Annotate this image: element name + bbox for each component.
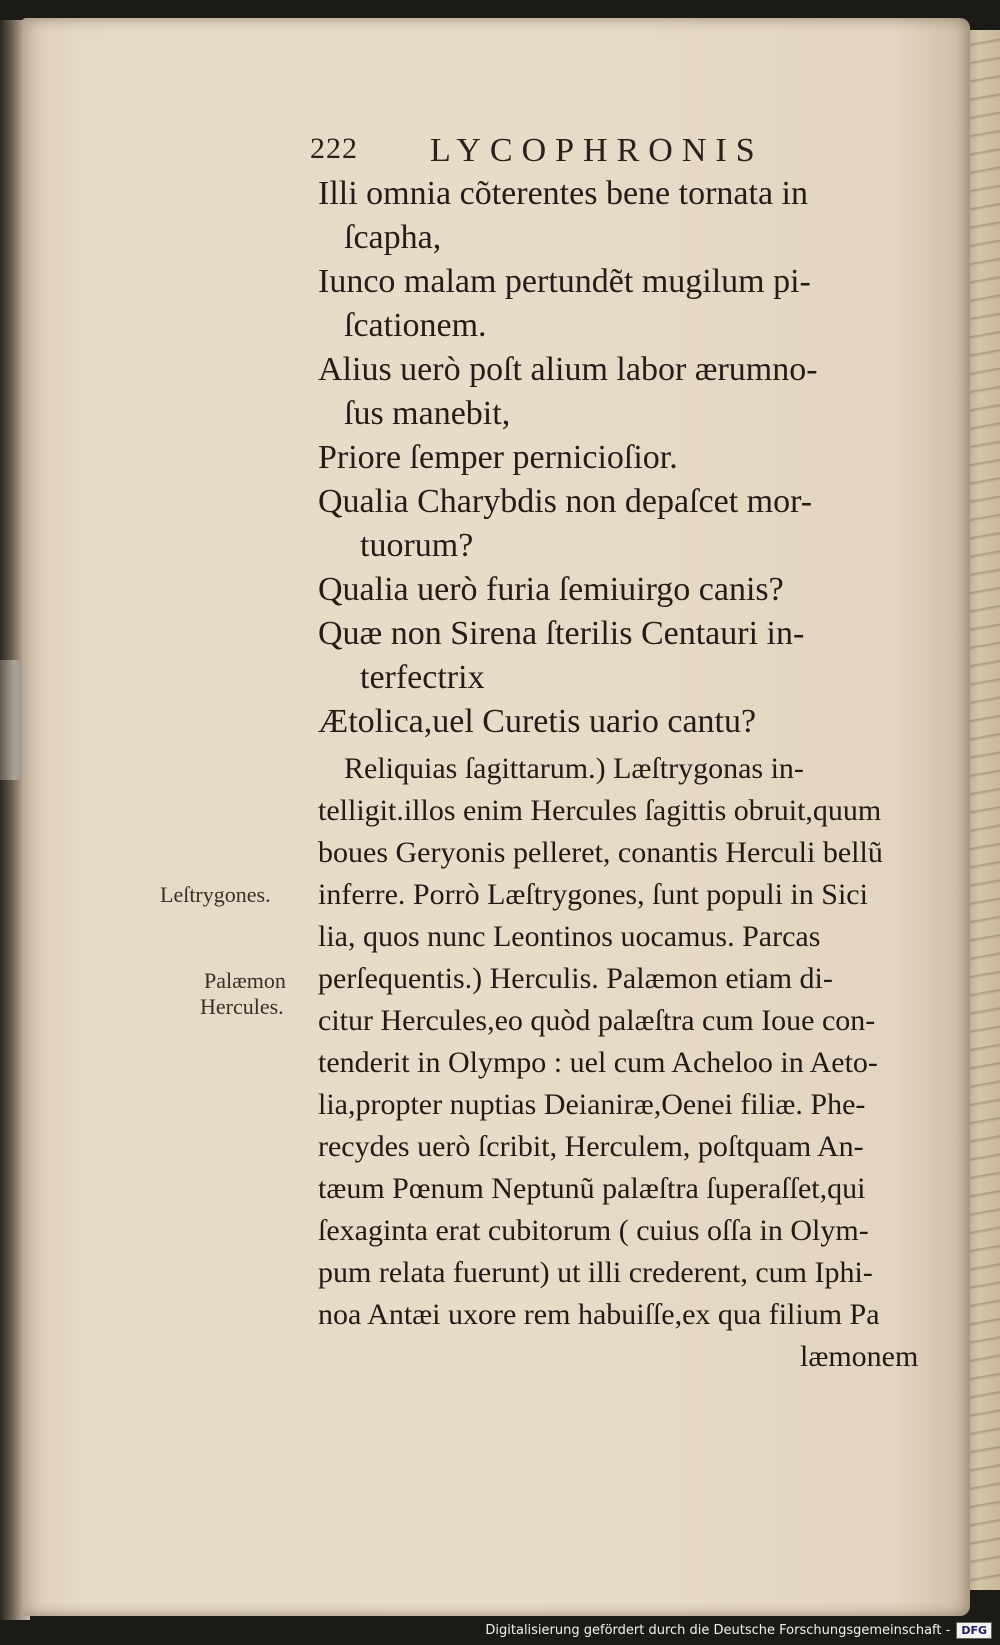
margin-note: Leſtrygones. <box>160 882 271 907</box>
verse-line: Illi omnia cõterentes bene tornata in <box>318 175 808 212</box>
commentary-line: Reliquias ſagittarum.) Læſtrygonas in- <box>344 752 804 785</box>
commentary-line: inferre. Porrò Læſtrygones, ſunt populi in Sici <box>318 878 868 911</box>
running-title: LYCOPHRONIS <box>430 132 764 169</box>
page-header <box>310 132 870 172</box>
margin-note: Palæmon <box>204 968 286 993</box>
commentary-line: perſequentis.) Herculis. Palæmon etiam di- <box>318 962 833 995</box>
digitization-credit <box>485 1619 992 1641</box>
verse-line: Iunco malam pertundẽt mugilum pi- <box>318 263 811 300</box>
credit-text: Digitalisierung gefördert durch die Deutsche Forschungsgemeinschaft - <box>485 1622 951 1638</box>
verse-line: tuorum? <box>360 527 474 564</box>
verse-line: Qualia Charybdis non depaſcet mor- <box>318 483 813 520</box>
facing-page-edge <box>965 30 1000 1590</box>
commentary-line: recydes uerò ſcribit, Herculem, poſtquam An- <box>318 1130 864 1163</box>
commentary-line: ſexaginta erat cubitorum ( cuius oſſa in Olym- <box>318 1214 869 1247</box>
commentary-line: lia, quos nunc Leontinos uocamus. Parcas <box>318 920 821 953</box>
commentary-line: lia,propter nuptias Deianiræ,Oenei filiæ. Phe- <box>318 1088 866 1121</box>
commentary-line: citur Hercules,eo quòd palæſtra cum Ioue con- <box>318 1004 876 1037</box>
commentary-line: noa Antæi uxore rem habuiſſe,ex qua filium Pa <box>318 1298 880 1331</box>
margin-note: Hercules. <box>200 994 284 1019</box>
verse-line: Quæ non Sirena ſterilis Centauri in- <box>318 615 805 652</box>
verse-line: Alius uerò poſt alium labor ærumno- <box>318 351 818 388</box>
verse-line: ſcapha, <box>344 219 442 256</box>
verse-line: ſus manebit, <box>344 395 511 432</box>
folio-number: 222 <box>310 132 358 165</box>
verse-line: ſcationem. <box>344 307 487 344</box>
commentary-line: telligit.illos enim Hercules ſagittis obruit,quum <box>318 794 882 827</box>
commentary-line: boues Geryonis pelleret, conantis Herculi bellũ <box>318 836 883 869</box>
verse-line: terfectrix <box>360 659 485 696</box>
commentary-line: pum relata fuerunt) ut illi crederent, cum Iphi- <box>318 1256 873 1289</box>
verse-line: Ætolica,uel Curetis uario cantu? <box>318 703 757 740</box>
dfg-logo: DFG <box>956 1622 992 1639</box>
verse-line: Qualia uerò furia ſemiuirgo canis? <box>318 571 784 608</box>
catchword: læmonem <box>800 1340 919 1373</box>
commentary-line: tenderit in Olympo : uel cum Acheloo in Aeto- <box>318 1046 878 1079</box>
commentary-line: tæum Pœnum Neptunũ palæſtra ſuperaſſet,qui <box>318 1172 866 1205</box>
verse-line: Priore ſemper pernicioſior. <box>318 439 678 476</box>
